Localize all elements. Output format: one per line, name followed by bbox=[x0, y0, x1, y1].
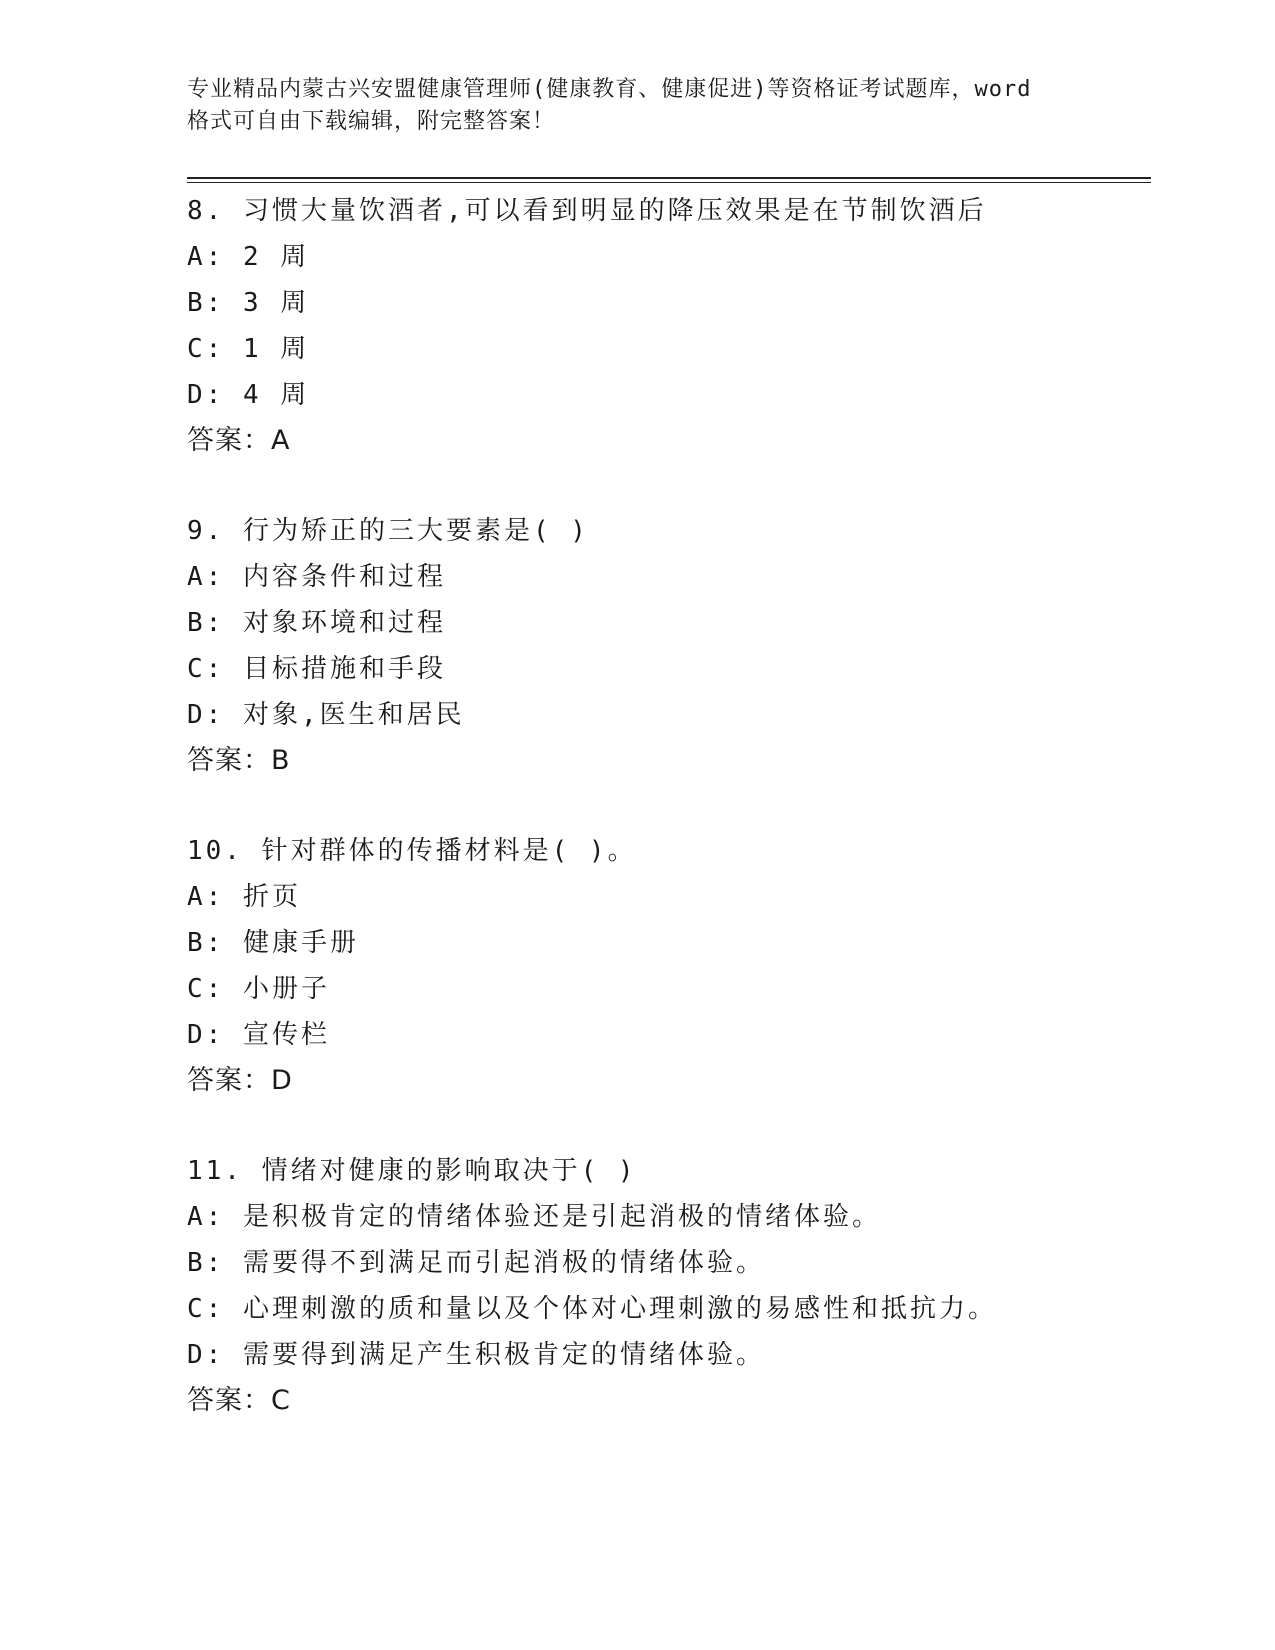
option-a: A: 内容条件和过程 bbox=[187, 562, 446, 592]
question-stem: 10. 针对群体的传播材料是( )。 bbox=[187, 836, 637, 866]
question-stem: 11. 情绪对健康的影响取决于( ) bbox=[187, 1156, 637, 1186]
answer-line: 答案：B bbox=[187, 745, 291, 776]
question-block bbox=[187, 508, 1147, 784]
option-d: D: 4 周 bbox=[187, 380, 310, 410]
question-stem: 9. 行为矫正的三大要素是( ) bbox=[187, 516, 589, 546]
header-line-2: 格式可自由下载编辑，附完整答案！ bbox=[187, 109, 556, 134]
option-c: C: 心理刺激的质和量以及个体对心理刺激的易感性和抵抗力。 bbox=[187, 1294, 997, 1324]
option-c: C: 小册子 bbox=[187, 974, 330, 1004]
answer-line: 答案：C bbox=[187, 1385, 291, 1416]
question-stem: 8. 习惯大量饮酒者,可以看到明显的降压效果是在节制饮酒后 bbox=[187, 196, 987, 226]
question-block bbox=[187, 828, 1147, 1104]
header-line-1: 专业精品内蒙古兴安盟健康管理师(健康教育、健康促进)等资格证考试题库，word bbox=[187, 77, 1032, 102]
option-c: C: 目标措施和手段 bbox=[187, 654, 446, 684]
option-a: A: 折页 bbox=[187, 882, 301, 912]
option-d: D: 宣传栏 bbox=[187, 1020, 330, 1050]
question-block bbox=[187, 188, 1147, 464]
option-c: C: 1 周 bbox=[187, 334, 310, 364]
answer-line: 答案：D bbox=[187, 1065, 293, 1096]
option-b: B: 3 周 bbox=[187, 288, 310, 318]
option-d: D: 对象,医生和居民 bbox=[187, 700, 465, 730]
header-divider-bottom bbox=[187, 182, 1151, 183]
document-header bbox=[187, 74, 1087, 138]
option-b: B: 对象环境和过程 bbox=[187, 608, 446, 638]
option-a: A: 2 周 bbox=[187, 242, 310, 272]
option-b: B: 需要得不到满足而引起消极的情绪体验。 bbox=[187, 1248, 765, 1278]
header-divider-top bbox=[187, 177, 1151, 179]
question-block bbox=[187, 1148, 1147, 1424]
answer-line: 答案：A bbox=[187, 425, 291, 456]
option-b: B: 健康手册 bbox=[187, 928, 359, 958]
option-d: D: 需要得到满足产生积极肯定的情绪体验。 bbox=[187, 1340, 765, 1370]
option-a: A: 是积极肯定的情绪体验还是引起消极的情绪体验。 bbox=[187, 1202, 881, 1232]
